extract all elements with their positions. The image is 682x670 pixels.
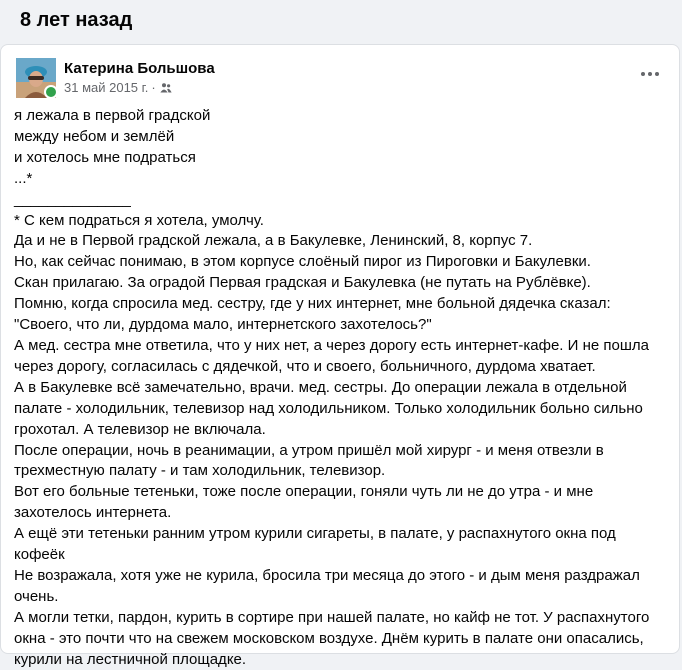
post-meta [64,80,172,96]
post-text-line: захотелось интернета. [14,504,172,522]
post-text-line: Скан прилагаю. За оградой Первая градская и Бакулевка (не путать на Рублёвке). [14,274,591,292]
more-options-icon [640,71,660,77]
post-text-line: А в Бакулевке всё замечательно, врачи. мед. сестры. До операции лежала в отдельной [14,378,627,396]
post-text-line: Помню, когда спросила мед. сестру, где у них интернет, мне больной дядечка сказал: [14,295,611,313]
post-text-line: ...* [14,169,33,187]
post-text-line: Но, как сейчас понимаю, в этом корпусе слоёный пирог из Пироговки и Бакулевки. [14,253,591,271]
post-text-line: * С кем подраться я хотела, умолчу. [14,211,264,229]
post-text-line: А могли тетки, пардон, курить в сортире при нашей палате, но кайф не тот. У распахнутого [14,608,650,626]
friends-icon[interactable] [160,82,172,94]
post-text-line: и хотелось мне подраться [14,148,196,166]
online-status-dot [44,85,58,99]
post-text-line: Не возражала, хотя уже не курила, бросила три месяца до этого - и дым меня раздражал [14,566,640,584]
post-text-line: трехместную палату - и там холодильник, телевизор. [14,462,386,480]
post-text-line: Да и не в Первой градской лежала, а в Бакулевке, Ленинский, 8, корпус 7. [14,232,533,250]
post-text-line: окна - это почти что на свежем московском воздухе. Днём курить в палате они опасались, [14,629,644,647]
post-card [0,44,680,668]
post-text-line: между небом и землёй [14,127,175,145]
post-text-line: А мед. сестра мне ответила, что у них нет, а через дорогу есть интернет-кафе. И не пошла [14,336,649,354]
author-avatar[interactable] [16,58,56,98]
post-text-line: курили на лестничной площадке. [14,650,247,668]
post-text-line: грохотал. А телевизор не включала. [14,420,266,438]
post-date[interactable]: 31 май 2015 г. [64,80,149,95]
post-text-line: кофеёк [14,546,65,564]
memories-section-title: 8 лет назад [20,9,133,31]
post-text-line: очень. [14,587,59,605]
author-name[interactable]: Катерина Большова [64,60,215,77]
post-text-line: через дорогу, согласилась с дядечкой, что и своего, больничного, дурдома хватает. [14,357,596,375]
meta-separator: · [151,80,156,95]
post-text-line: А ещё эти тетеньки ранним утром курили сигареты, в палате, у распахнутого окна под [14,525,616,543]
post-text-line: палате - холодильник, телевизор над холодильником. Только холодильник больно сильно [14,399,643,417]
post-text-line: Вот его больные тетеньки, тоже после операции, гоняли чуть ли не до утра - и мне [14,483,594,501]
post-text-line: я лежала в первой градской [14,107,211,124]
post-text-line: "Своего, что ли, дурдома мало, интернетского захотелось?" [14,316,432,334]
post-header [16,58,656,102]
more-options-button[interactable] [636,64,664,84]
post-text-line: ______________ [14,190,131,208]
post-text [14,106,664,670]
post-text-line: После операции, ночь в реанимации, а утром пришёл мой хирург - и меня отвезли в [14,441,604,459]
